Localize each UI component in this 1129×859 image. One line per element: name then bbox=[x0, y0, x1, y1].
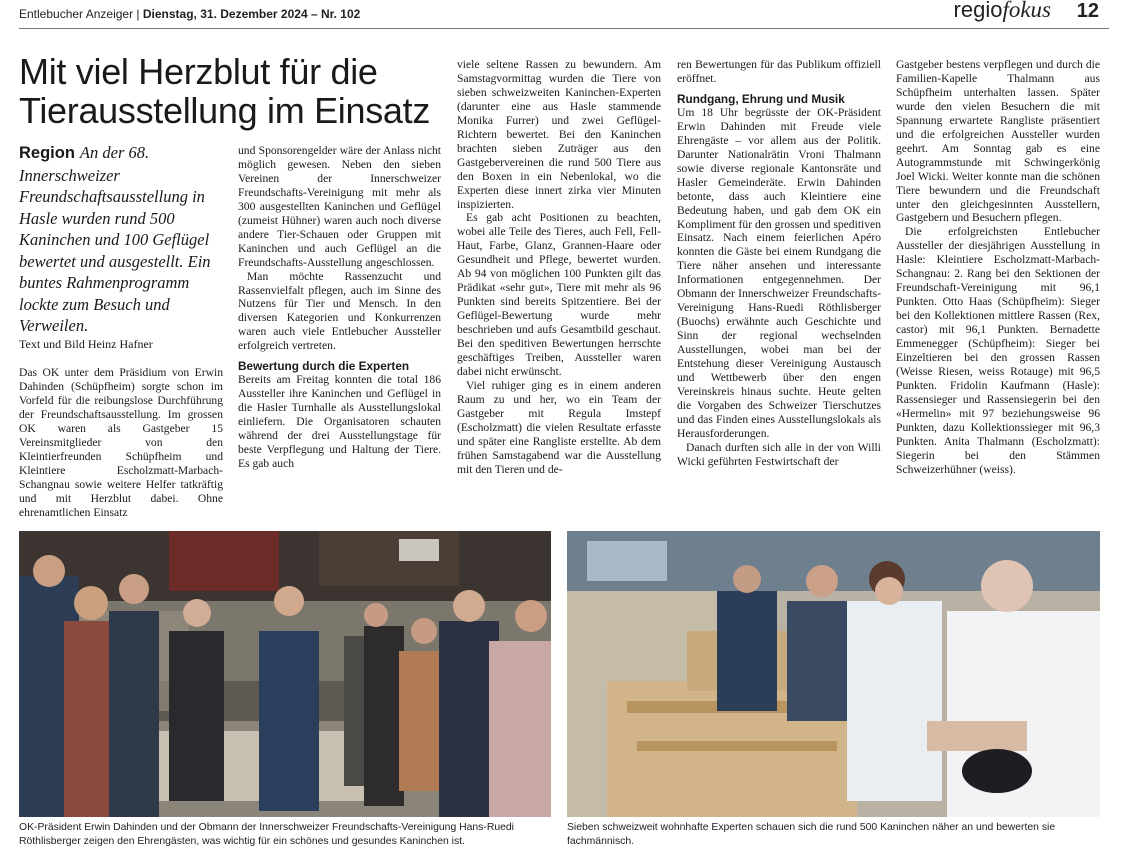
article-column-4 bbox=[677, 58, 881, 469]
body-paragraph: Viel ruhiger ging es in einem anderen Raum zu und her, wo ein Team der Gastgeber mit Regula Imstepf (Escholzmatt) die vielen Resultate erfasste und später eine Rangliste erstellte. Ab dem frühen Samstagabend war die Ausstellung mit den Tieren und de- bbox=[457, 378, 661, 476]
article-headline: Mit viel Herzblut für die Tierausstellung im Einsatz bbox=[19, 51, 431, 131]
photo-honored-guests bbox=[19, 531, 551, 817]
article-lead bbox=[19, 142, 219, 337]
body-paragraph: Es gab acht Positionen zu beachten, wobei alle Teile des Tieres, auch Fell, Fell-Haut, Farbe, Glanz, Grannen-Haare oder Gesundheit und Pflege, bewertet wurden. Ab 94 von möglichen 100 Punkten gilt das Prädikat «sehr gut», Tiere mit mehr als 96 Punkten sind bereits Spitzentiere. Bei der Geflügel-Bewertung wurde mehr beschrieben und aufs Gesamtbild geschaut. Bei den speditiven Bewertungen herrschte geschäftiges Treiben, Aussteller waren dabei nicht erwünscht. bbox=[457, 211, 661, 378]
subheading: Bewertung durch die Experten bbox=[238, 359, 410, 374]
body-paragraph: viele seltene Rassen zu bewundern. Am Samstagvormittag wurden die Tiere von sieben schweizweiten Kaninchen-Experten (darunter eine aus Hasle stammende Monika Furrer) und zwei Geflügel-Richtern bewertet. Bei den Kaninchen brachten sieben Zuträger aus den Gastgebervereinen die rund 500 Tiere aus den Boxen in ein Nebenlokal, wo die Experten diese innert zirka vier Minuten inspizierten. bbox=[457, 58, 661, 211]
subheading: Rundgang, Ehrung und Musik bbox=[677, 91, 845, 106]
body-paragraph: Man möchte Rassenzucht und Rassenvielfalt pflegen, auch im Sinne des Nutzens für Tier und Mensch. In den diversen Kategorien und Konkurrenzen waren auch viele Entlebucher Aussteller erfolgreich vertreten. bbox=[238, 269, 441, 353]
section-title: regiofokus bbox=[953, 0, 1051, 22]
lead-text: An der 68. Innerschweizer Freundschaftsausstellung in Hasle wurden rund 500 Kaninchen und 100 Geflügel bewertet und ausgestellt. Ein buntes Rahmenprogramm lockte zum Besuch und Verweilen. bbox=[19, 143, 211, 335]
author-credit: Text und Bild Heinz Hafner bbox=[19, 337, 153, 351]
body-paragraph: Um 18 Uhr begrüsste der OK-Präsident Erwin Dahinden mit Freude viele Ehrengäste – vor allem aus der Politik. Darunter Nationalrätin Vroni Thalmann sowie diverse regionale Kantonsräte und Hasler Gemeinderäte. Erwin Dahinden betonte, dass auch Kleintiere eine Bedeutung haben, und gab dem OK ein Kompliment für den grossen und speditiven Einsatz. Nach einem feierlichen Apéro konnten die Gäste bei einem Rundgang die Tiere näher ansehen und interessante Informationen entgegennehmen. Der Obmann der Innerschweizer Freundschafts-Vereinigung Hans-Ruedi Röthlisberger (Buochs) erwähnte auch Geschichte und Sinn der regional wechselnden Ausstellungen, wobei man bei der Entstehung dieser Vereinigung Austausch und Wettbewerb über den engen Vereinskreis hinaus suchte. Heute gelten die Vorgaben des Schweizer Tierschutzes und das Finden eines Ausstellungslokals als Herausforderungen. bbox=[677, 105, 881, 440]
page-number: 12 bbox=[1076, 0, 1099, 22]
article-column-2 bbox=[238, 144, 441, 471]
article-column-3 bbox=[457, 58, 661, 477]
publication-line: Entlebucher Anzeiger | Dienstag, 31. Dezember 2024 – Nr. 102 bbox=[19, 7, 361, 21]
body-paragraph: Bereits am Freitag konnten die total 186 Aussteller ihre Kaninchen und Geflügel in die Hasler Turnhalle als Ausstellungslokal einliefern. Die Organisatoren schauten während der drei Ausstellungstage für beste Verpflegung und Haltung der Tiere. Es gab auch bbox=[238, 373, 441, 471]
photo-honored-guests-image bbox=[19, 531, 551, 817]
body-paragraph: Gastgeber bestens verpflegen und durch die Familien-Kapelle Thalmann aus Schüpfheim unterhalten lassen. Später wurde den vielen Besuchern die mit Spannung erwartete Rangliste präsentiert und die erfolgreichen Aussteller wurden geehrt. Am Sonntag gab es eine Autogrammstunde mit Schwingerkönig Joel Wicki. Weiter konnte man die schönen Tiere bewundern und die Freundschaft unter den gleichgesinnten Ausstellern, Gastgebern und Besuchern pflegen. bbox=[896, 58, 1100, 225]
body-paragraph: Danach durften sich alle in der von Willi Wicki geführten Festwirtschaft der bbox=[677, 440, 881, 468]
body-paragraph: Das OK unter dem Präsidium von Erwin Dahinden (Schüpfheim) sorgte schon im Vorfeld für die reibungslose Durchführung der Freundschaftsausstellung. Im grossen OK waren als Gastgeber 15 Vereinsmitglieder von den Kleintierfreunden Schüpfheim und Kleintiere Escholzmatt-Marbach-Schangnau sowie weitere Helfer tatkräftig und mit Herzblut dabei. Ohne ehrenamtlichen Einsatz bbox=[19, 366, 223, 519]
issue-info: Dienstag, 31. Dezember 2024 – Nr. 102 bbox=[142, 7, 361, 21]
page-header bbox=[19, 0, 1109, 29]
body-paragraph: und Sponsorengelder wäre der Anlass nicht möglich gewesen. Neben den sieben Vereinen der Innerschweizer Freundschafts-Vereinigung mit mehr als 300 ausgestellten Kaninchen und Geflügel (zumeist Hühner) waren auch noch diverse andere Tier-Schauen oder Gruppen mit Kaninchen und auch Geflügel an die Freundschafts-Ausstellung angeschlossen. bbox=[238, 144, 441, 269]
photo-rabbit-experts-image bbox=[567, 531, 1100, 817]
photo-caption-left: OK-Präsident Erwin Dahinden und der Obmann der Innerschweizer Freundschafts-Vereinigung Hans-Ruedi Röthlisberger zeigen den Ehrengästen, was wichtig für ein schönes und gesundes Kaninchen ist. bbox=[19, 822, 514, 847]
body-paragraph: Die erfolgreichsten Entlebucher Aussteller der diesjährigen Ausstellung in Hasle: Kleintiere Escholzmatt-Marbach-Schangnau: 2. Rang bei den Sektionen der Freundschaft-Vereinigung mit 96,1 Punkten. Otto Haas (Schüpfheim): Sieger bei den Kollektionen mittlere Rassen (Rex, castor) mit 96,1 Punkten. Bernadette Emmenegger (Schüpfheim): Sieger bei Einzeltieren bei den grossen Rassen (Weisse Riesen, weiss Rotauge) mit 96,5 Punkten. Fridolin Kaufmann (Hasle): Rassensieger und Rassensiegerin bei den «Hermelin» mit 97 beziehungsweise 96 Punkten, dazu Kollektionssieger mit 96,3 Punkten. Anita Thalmann (Escholzmatt): Siegerin bei den Stämmen Schweizerhühner (weiss). bbox=[896, 225, 1100, 476]
photo-caption-right: Sieben schweizweit wohnhafte Experten schauen sich die rund 500 Kaninchen näher an und bewerten sie fachmännisch. bbox=[567, 822, 1056, 847]
article-column-5 bbox=[896, 58, 1100, 477]
body-paragraph: ren Bewertungen für das Publikum offiziell eröffnet. bbox=[677, 58, 881, 85]
article-column-1 bbox=[19, 366, 223, 519]
photo-rabbit-experts bbox=[567, 531, 1100, 817]
lead-region: Region bbox=[19, 144, 75, 162]
publication-name: Entlebucher Anzeiger bbox=[19, 7, 134, 21]
